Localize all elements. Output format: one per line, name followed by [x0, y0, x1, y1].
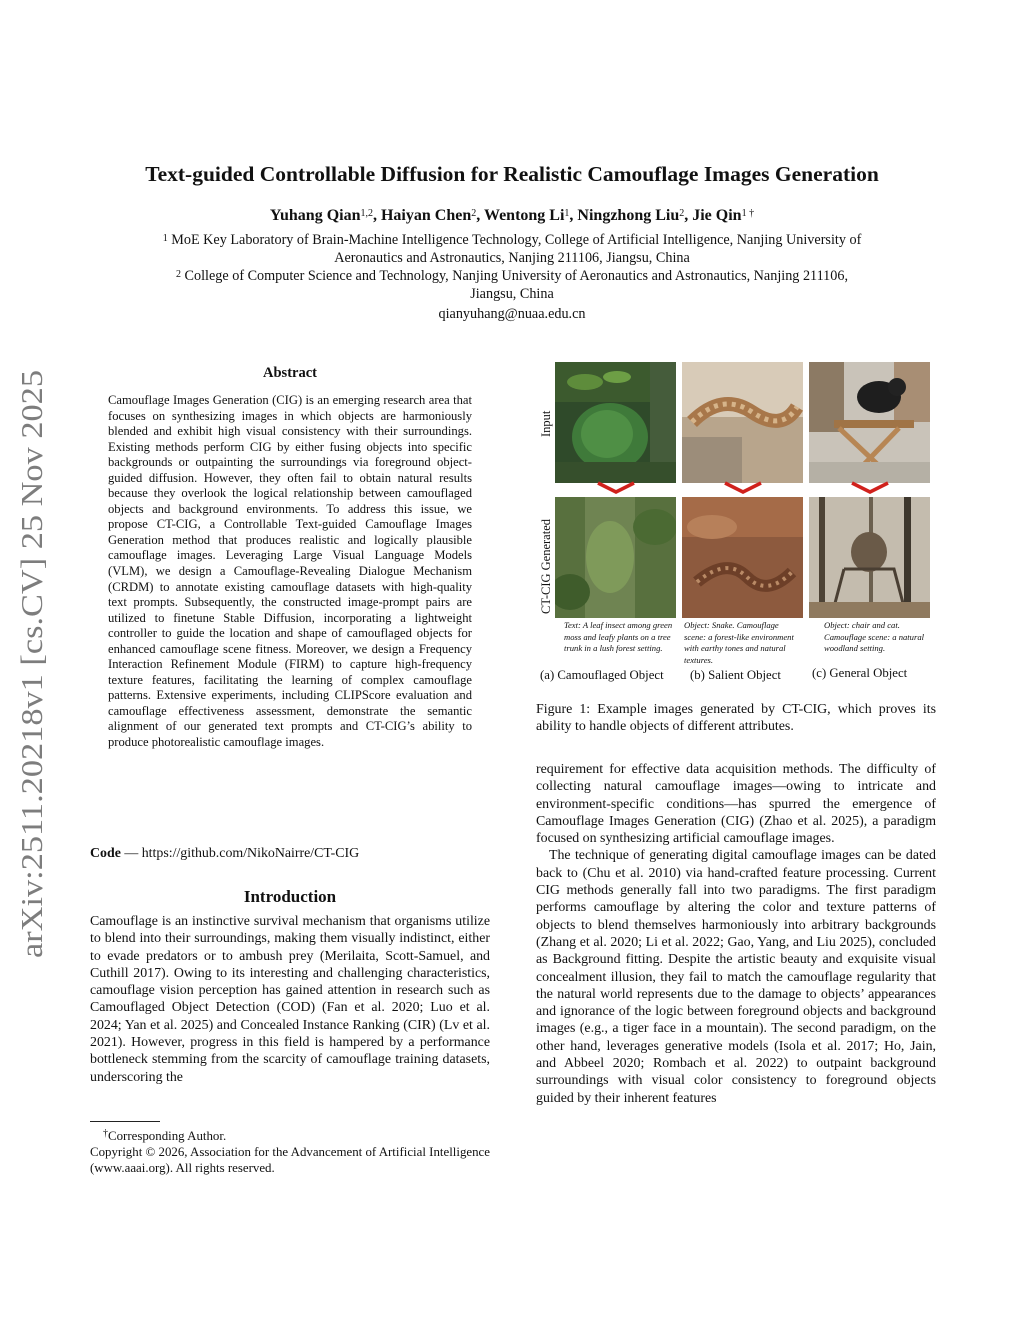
- input-image-chair-cat: [809, 362, 930, 483]
- affil-2-line-1: College of Computer Science and Technology, Nanjing University of Aeronautics and Astronautics, Nanjing 211106,: [184, 268, 848, 284]
- intro-paragraph-1-continued: requirement for effective data acquisition methods. The difficulty of collecting natural camouflage images—owing to intricate and environment-specific conditions—has spurred the emergence of Camouflage Images Generation (CIG) (Zhao et al. 2025), a paradigm focused on synthesizing artificial camouflage images.: [536, 762, 936, 847]
- arrow-down-icon: [596, 481, 636, 495]
- affil-sup: 2: [176, 269, 181, 280]
- code-line: [90, 846, 490, 862]
- generated-image-chair-cat: [809, 497, 930, 618]
- intro-paragraph-2: The technique of generating digital camouflage images can be dated back to (Chu et al. 2010) via hand-crafted feature processing. Current CIG methods generally fall into two paradigms. The first paradigm performs camouflage by altering the color and texture patterns of objects to blend themselves harmoniously into arbitrary backgrounds (Zhang et al. 2020; Li et al. 2022; Gao, Yang, and Liu 2025), concluded as Background fitting. Despite the artistic beauty and exquisite visual concealment illusion, they fail to match the camouflage regularity that the natural world represents due to the damage to objects’ appearances and ignorance of the logic between foreground objects and background images (e.g., a tiger face in a mountain). The second paradigm, on the other hand, leverages generative models (Isola et al. 2017; Ho, Jain, and Abbeel 2020; Rombach et al. 2022) to outpaint background surroundings with visual color consistency to foreground objects guided by their inherent features: [536, 848, 936, 1106]
- input-image-leaf-insect: [555, 362, 676, 483]
- author-affil-sup: 1 †: [741, 208, 755, 219]
- introduction-heading: Introduction: [243, 887, 337, 906]
- caption-general-object: Object: chair and cat. Camouflage scene: a natural woodland setting.: [824, 620, 925, 653]
- input-image-snake: [682, 362, 803, 483]
- figure-1-caption: Figure 1: Example images generated by CT-CIG, which proves its ability to handle objects of different attributes.: [536, 702, 936, 735]
- author-affil-sup: 1: [564, 208, 570, 219]
- introduction-right-column: [536, 761, 936, 1107]
- author-name: Ningzhong Liu: [577, 207, 680, 224]
- footnote-dagger: †: [103, 1128, 108, 1139]
- arxiv-watermark: [6, 370, 54, 960]
- arrow-down-icon: [723, 481, 763, 495]
- affil-1-line-2: Aeronautics and Astronautics, Nanjing 211106, Jiangsu, China: [334, 249, 690, 266]
- affil-2-line-2: Jiangsu, China: [470, 285, 554, 302]
- arxiv-watermark-text: arXiv:2511.20218v1 [cs.CV] 25 Nov 2025: [14, 427, 49, 958]
- author-affil-sup: 2: [471, 208, 477, 219]
- introduction-left-column: [90, 913, 490, 1086]
- author-affil-sup: 1,2: [360, 208, 373, 219]
- generated-image-leaf-insect: [555, 497, 676, 618]
- sublabel-c: (c) General Object: [812, 666, 908, 680]
- affiliation-2: [90, 268, 934, 303]
- footnote-corresponding-text: Corresponding Author.: [108, 1129, 227, 1143]
- author-name: Wentong Li: [483, 207, 565, 224]
- row-label-generated: CT-CIG Generated: [539, 519, 553, 614]
- row-label-input: Input: [539, 410, 553, 437]
- author-affil-sup: 2: [679, 208, 685, 219]
- footnote: [90, 1128, 490, 1176]
- paper-title: Text-guided Controllable Diffusion for Realistic Camouflage Images Generation: [145, 162, 879, 186]
- footnote-copyright: Copyright © 2026, Association for the Advancement of Artificial Intelligence (www.aaai.org). All rights reserved.: [90, 1145, 490, 1175]
- footnote-corresponding: [90, 1128, 490, 1144]
- affil-sup: 1: [162, 233, 168, 244]
- author-list: Yuhang Qian$^{1,2}$, Haiyan Chen$^2$, Wentong Li$^1$, Ningzhong Liu$^2$, Jie Qin$^{1 \dagger}$: [269, 207, 755, 224]
- abstract-text: Camouflage Images Generation (CIG) is an emerging research area that focuses on synthesizing images in which objects are harmoniously blended and exhibit high visual consistency with their surroundings. Existing methods perform CIG by either fusing objects into specific backgrounds or outpainting the surroundings via foreground object-guided diffusion. However, they often fail to obtain natural results because they overlook the logical relationship between camouflaged objects and background environments. To address this issue, we propose CT-CIG, a Controllable Text-guided Camouflage Images Generation method that produces realistic and logically plausible camouflage images. Leveraging Large Visual Language Models (VLM), we design a Camouflage-Revealing Dialogue Mechanism (CRDM) to annotate existing camouflage datasets with high-quality text prompts. Subsequently, the constructed image-prompt pairs are utilized to finetune Stable Diffusion, incorporating a lightweight controller to guide the location and shape of camouflaged objects for enhanced camouflage scene fitness. Moreover, we design a Frequency Interaction Refinement Module (FIRM) to capture high-frequency texture features, facilitating the learning of complex camouflage patterns. Extensive experiments, including CLIPScore evaluation and camouflage effectiveness assessment, demonstrate the semantic alignment of our generated text prompts and CT-CIG’s ability to produce photorealistic camouflage images.: [108, 393, 472, 750]
- author-name: Yuhang Qian: [269, 207, 361, 224]
- caption-camouflaged-object: Text: A leaf insect among green moss and leafy plants on a tree trunk in a lush forest setting.: [564, 620, 673, 653]
- author-email: qianyuhang@nuaa.edu.cn: [438, 306, 586, 322]
- author-name: Haiyan Chen: [380, 207, 472, 224]
- generated-image-snake: [682, 497, 803, 618]
- intro-paragraph-1: Camouflage is an instinctive survival mechanism that organisms utilize to blend into their surroundings, making them visually indistinct, either to evade predators or to ambush prey (Merilaita, Scott-Samuel, and Cuthill 2017). Owing to its interesting and challenging characteristics, camouflage vision perception has gained attention in research such as Camouflaged Object Detection (COD) (Fan et al. 2020; Luo et al. 2024; Yan et al. 2025) and Concealed Instance Ranking (CIR) (Lv et al. 2021). However, progress in this field is hampered by a performance bottleneck stemming from the scarcity of camouflage training datasets, underscoring the: [90, 914, 490, 1085]
- figure-1: [536, 360, 936, 690]
- code-url-link[interactable]: https://github.com/NikoNairre/CT-CIG: [141, 846, 360, 861]
- author-name: Jie Qin: [692, 207, 742, 224]
- arrow-down-icon: [850, 481, 890, 495]
- caption-salient-object: Object: Snake. Camouflage scene: a forest-like environment with earthy tones and natural textures.: [684, 620, 794, 665]
- code-separator: —: [120, 846, 142, 861]
- affiliation-1: [90, 232, 934, 267]
- footnote-rule: [90, 1121, 160, 1122]
- sublabel-b: (b) Salient Object: [690, 668, 781, 682]
- sublabel-a: (a) Camouflaged Object: [540, 668, 664, 682]
- code-label: Code: [90, 846, 121, 861]
- affil-1-line-1: MoE Key Laboratory of Brain-Machine Intelligence Technology, College of Artificial Intelligence, Nanjing University of: [171, 232, 862, 248]
- abstract-heading: Abstract: [263, 365, 317, 381]
